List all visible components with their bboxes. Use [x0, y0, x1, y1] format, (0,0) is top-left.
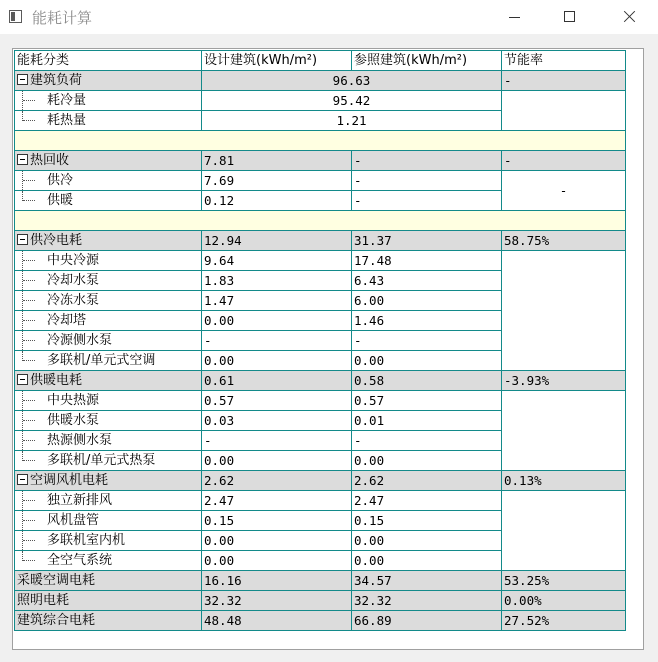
design-value: 0.00 [202, 351, 352, 371]
design-value: 9.64 [202, 251, 352, 271]
design-value: 0.15 [202, 511, 352, 531]
design-value: 0.00 [202, 311, 352, 331]
collapse-icon[interactable] [17, 234, 28, 245]
tree-line-icon [17, 171, 47, 190]
child-label: 冷源侧水泵 [47, 333, 113, 348]
merged-value: 1.21 [202, 111, 502, 131]
reference-value: - [352, 331, 502, 351]
tree-line-icon [17, 411, 47, 430]
tree-line-icon [17, 431, 47, 450]
design-value: 1.47 [202, 291, 352, 311]
rate-cell: - [502, 151, 626, 171]
separator-row [15, 131, 626, 151]
child-label: 冷却水泵 [47, 273, 100, 288]
group-label: 热回收 [30, 153, 70, 168]
design-value: - [202, 331, 352, 351]
collapse-icon[interactable] [17, 154, 28, 165]
merged-value: 96.63 [202, 71, 502, 91]
design-value: 48.48 [202, 611, 352, 631]
reference-value: - [352, 191, 502, 211]
tree-line-icon [17, 511, 47, 530]
tree-line-icon [17, 331, 47, 350]
tree-line-icon [17, 291, 47, 310]
separator-row [15, 211, 626, 231]
collapse-icon[interactable] [17, 74, 28, 85]
child-label: 中央热源 [47, 393, 100, 408]
tree-line-icon [17, 191, 47, 210]
rate-cell-empty [502, 391, 626, 471]
summary-label: 照明电耗 [15, 591, 202, 611]
rate-cell: 53.25% [502, 571, 626, 591]
reference-value: 0.00 [352, 451, 502, 471]
design-value: 0.03 [202, 411, 352, 431]
rate-cell-empty [502, 91, 626, 131]
tree-line-icon [17, 551, 47, 570]
merged-value: 95.42 [202, 91, 502, 111]
reference-value: 0.58 [352, 371, 502, 391]
reference-value: - [352, 151, 502, 171]
rate-cell: 0.13% [502, 471, 626, 491]
title-bar [0, 0, 658, 34]
header-rate[interactable]: 节能率 [502, 51, 626, 71]
child-row[interactable] [15, 91, 626, 111]
group-label: 供冷电耗 [30, 233, 83, 248]
child-label: 供暖 [47, 193, 74, 208]
summary-label: 采暖空调电耗 [15, 571, 202, 591]
reference-value: 1.46 [352, 311, 502, 331]
header-reference[interactable]: 参照建筑(kWh/m²) [352, 51, 502, 71]
reference-value: 2.47 [352, 491, 502, 511]
design-value: 0.12 [202, 191, 352, 211]
rate-cell: -3.93% [502, 371, 626, 391]
app-icon [9, 10, 22, 23]
header-design[interactable]: 设计建筑(kWh/m²) [202, 51, 352, 71]
header-category[interactable]: 能耗分类 [15, 51, 202, 71]
reference-value: 31.37 [352, 231, 502, 251]
reference-value: 6.43 [352, 271, 502, 291]
reference-value: 0.01 [352, 411, 502, 431]
design-value: 7.81 [202, 151, 352, 171]
group-row-heating-power[interactable] [15, 371, 626, 391]
tree-line-icon [17, 251, 47, 270]
child-label: 冷冻水泵 [47, 293, 100, 308]
child-label: 供冷 [47, 173, 74, 188]
design-value: 2.47 [202, 491, 352, 511]
reference-value: 6.00 [352, 291, 502, 311]
header-row [15, 51, 626, 71]
group-label: 建筑负荷 [30, 73, 83, 88]
window-title: 能耗计算 [32, 9, 93, 27]
summary-label: 建筑综合电耗 [15, 611, 202, 631]
tree-line-icon [17, 311, 47, 330]
group-row-heat-recovery[interactable] [15, 151, 626, 171]
group-row-fan-power[interactable] [15, 471, 626, 491]
close-button[interactable] [600, 0, 656, 34]
child-label: 冷却塔 [47, 313, 87, 328]
tree-line-icon [17, 271, 47, 290]
rate-cell: 0.00% [502, 591, 626, 611]
design-value: 0.00 [202, 451, 352, 471]
tree-line-icon [17, 491, 47, 510]
child-label: 多联机/单元式空调 [47, 353, 156, 368]
summary-row-total-power[interactable] [15, 611, 626, 631]
summary-row-lighting-power[interactable] [15, 591, 626, 611]
reference-value: 66.89 [352, 611, 502, 631]
design-value: 1.83 [202, 271, 352, 291]
group-label: 供暖电耗 [30, 373, 83, 388]
tree-line-icon [17, 111, 47, 130]
collapse-icon[interactable] [17, 374, 28, 385]
tree-line-icon [17, 91, 47, 110]
reference-value: 0.15 [352, 511, 502, 531]
child-row[interactable] [15, 391, 626, 411]
rate-cell: - [502, 71, 626, 91]
reference-value: 17.48 [352, 251, 502, 271]
design-value: 0.61 [202, 371, 352, 391]
reference-value: 0.57 [352, 391, 502, 411]
child-label: 热源侧水泵 [47, 433, 113, 448]
energy-table [14, 50, 626, 631]
tree-line-icon [17, 451, 47, 470]
child-label: 多联机/单元式热泵 [47, 453, 156, 468]
summary-row-hvac-power[interactable] [15, 571, 626, 591]
child-label: 独立新排风 [47, 493, 113, 508]
rate-cell: 58.75% [502, 231, 626, 251]
group-label: 空调风机电耗 [30, 473, 109, 488]
group-row-building-load[interactable] [15, 71, 626, 91]
design-value: 16.16 [202, 571, 352, 591]
rate-cell: - [502, 171, 626, 211]
design-value: 0.00 [202, 531, 352, 551]
child-row[interactable] [15, 491, 626, 511]
minimize-button[interactable] [486, 0, 542, 34]
reference-value: 34.57 [352, 571, 502, 591]
reference-value: - [352, 171, 502, 191]
group-row-cooling-power[interactable] [15, 231, 626, 251]
child-label: 耗热量 [47, 113, 87, 128]
child-label: 耗冷量 [47, 93, 87, 108]
design-value: 0.57 [202, 391, 352, 411]
design-value: 32.32 [202, 591, 352, 611]
child-label: 中央冷源 [47, 253, 100, 268]
child-label: 多联机室内机 [47, 533, 126, 548]
reference-value: 0.00 [352, 551, 502, 571]
tree-line-icon [17, 351, 47, 370]
tree-line-icon [17, 391, 47, 410]
rate-cell-empty [502, 491, 626, 571]
child-row[interactable] [15, 251, 626, 271]
design-value: - [202, 431, 352, 451]
design-value: 2.62 [202, 471, 352, 491]
rate-cell-empty [502, 251, 626, 371]
reference-value: 2.62 [352, 471, 502, 491]
design-value: 7.69 [202, 171, 352, 191]
design-value: 12.94 [202, 231, 352, 251]
collapse-icon[interactable] [17, 474, 28, 485]
design-value: 0.00 [202, 551, 352, 571]
tree-line-icon [17, 531, 47, 550]
child-label: 全空气系统 [47, 553, 113, 568]
child-label: 供暖水泵 [47, 413, 100, 428]
reference-value: 32.32 [352, 591, 502, 611]
rate-cell: 27.52% [502, 611, 626, 631]
child-row[interactable] [15, 171, 626, 191]
maximize-button[interactable] [542, 0, 598, 34]
reference-value: - [352, 431, 502, 451]
child-label: 风机盘管 [47, 513, 100, 528]
reference-value: 0.00 [352, 531, 502, 551]
reference-value: 0.00 [352, 351, 502, 371]
